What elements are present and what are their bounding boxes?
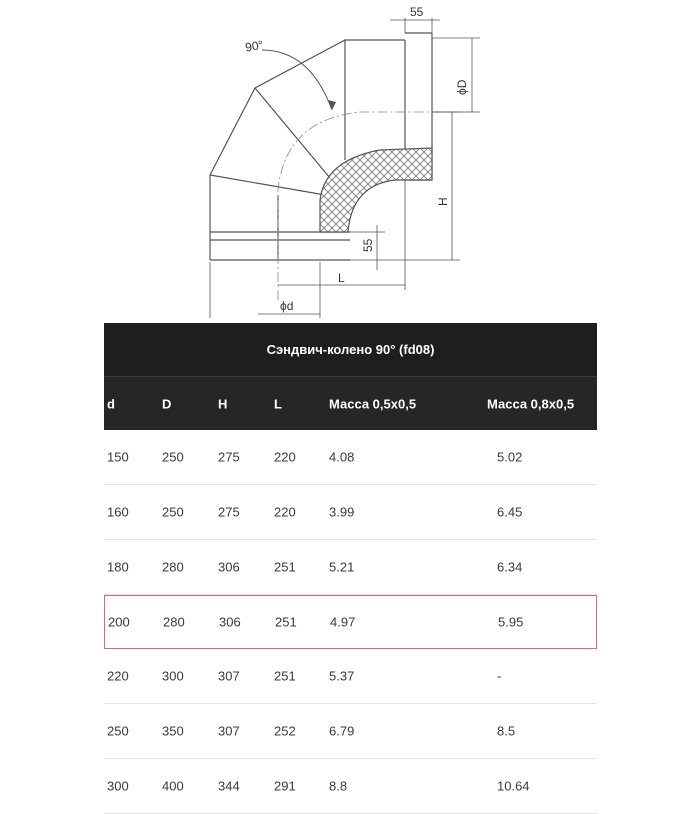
- table-row: [104, 704, 597, 759]
- top-dimension-label: 55: [410, 5, 424, 19]
- table-title: Сэндвич-колено 90° (fd08): [104, 323, 597, 376]
- table-row: [104, 540, 597, 595]
- cell-mass-05: 3.99: [329, 504, 355, 520]
- cell-mass-08: 6.45: [497, 504, 523, 520]
- cell-L: 220: [274, 504, 296, 520]
- cell-H: 307: [218, 723, 240, 739]
- table-row: [104, 430, 597, 485]
- header-mass-08: Масса 0,8х0,5: [487, 396, 575, 411]
- cell-H: 306: [219, 614, 241, 630]
- header-H: H: [218, 396, 228, 411]
- cell-mass-08: 10.64: [497, 778, 530, 794]
- table-row: [104, 649, 597, 704]
- cell-L: 251: [275, 614, 297, 630]
- cell-L: 251: [274, 559, 296, 575]
- header-mass-05: Масса 0,5х0,5: [329, 396, 417, 411]
- cell-H: 344: [218, 778, 240, 794]
- outer-diameter-label: ϕD: [455, 79, 469, 95]
- elbow-technical-drawing: [0, 0, 700, 325]
- cell-d: 160: [107, 504, 129, 520]
- cell-mass-08: 5.95: [498, 614, 524, 630]
- outer-diameter-dimension: [432, 38, 480, 112]
- cell-mass-05: 5.21: [329, 559, 355, 575]
- cell-L: 291: [274, 778, 296, 794]
- cell-d: 180: [107, 559, 129, 575]
- cell-mass-08: 8.5: [497, 723, 516, 739]
- cell-mass-05: 4.97: [330, 614, 356, 630]
- cell-d: 150: [107, 449, 129, 465]
- cell-D: 280: [162, 559, 184, 575]
- cell-L: 220: [274, 449, 296, 465]
- height-label: H: [436, 197, 450, 206]
- cell-H: 306: [218, 559, 240, 575]
- table-row: [104, 485, 597, 540]
- cell-D: 250: [162, 504, 184, 520]
- inner-diameter-dimension: [210, 262, 320, 318]
- cell-mass-08: 5.02: [497, 449, 523, 465]
- spec-table: [104, 323, 597, 794]
- length-label: L: [338, 271, 345, 285]
- cell-mass-05: 5.37: [329, 668, 355, 684]
- table-body: [104, 430, 597, 814]
- angle-arc: [262, 50, 332, 110]
- cell-H: 307: [218, 668, 240, 684]
- cell-L: 251: [274, 668, 296, 684]
- cell-D: 250: [162, 449, 184, 465]
- cell-mass-05: 4.08: [329, 449, 355, 465]
- cell-d: 300: [107, 778, 129, 794]
- header-d: d: [107, 396, 115, 411]
- cell-mass-08: 6.34: [497, 559, 523, 575]
- cell-L: 252: [274, 723, 296, 739]
- cell-d: 250: [107, 723, 129, 739]
- cell-H: 275: [218, 449, 240, 465]
- table-row: [104, 595, 597, 649]
- cell-D: 350: [162, 723, 184, 739]
- inner-diameter-label: ϕd: [280, 299, 294, 313]
- cell-D: 280: [163, 614, 185, 630]
- top-dimension: [390, 18, 440, 33]
- cell-mass-05: 8.8: [329, 778, 348, 794]
- angle-label: 90°: [244, 37, 265, 55]
- cell-mass-05: 6.79: [329, 723, 355, 739]
- cell-d: 220: [107, 668, 129, 684]
- cell-H: 275: [218, 504, 240, 520]
- cell-D: 400: [162, 778, 184, 794]
- insulation-section: [320, 148, 432, 232]
- cell-mass-08: -: [497, 668, 502, 684]
- header-L: L: [274, 396, 282, 411]
- table-row: [104, 759, 597, 814]
- cell-d: 200: [108, 614, 130, 630]
- header-D: D: [162, 396, 172, 411]
- cell-D: 300: [162, 668, 184, 684]
- bottom-dimension-label: 55: [361, 238, 375, 252]
- table-header-row: [104, 376, 597, 430]
